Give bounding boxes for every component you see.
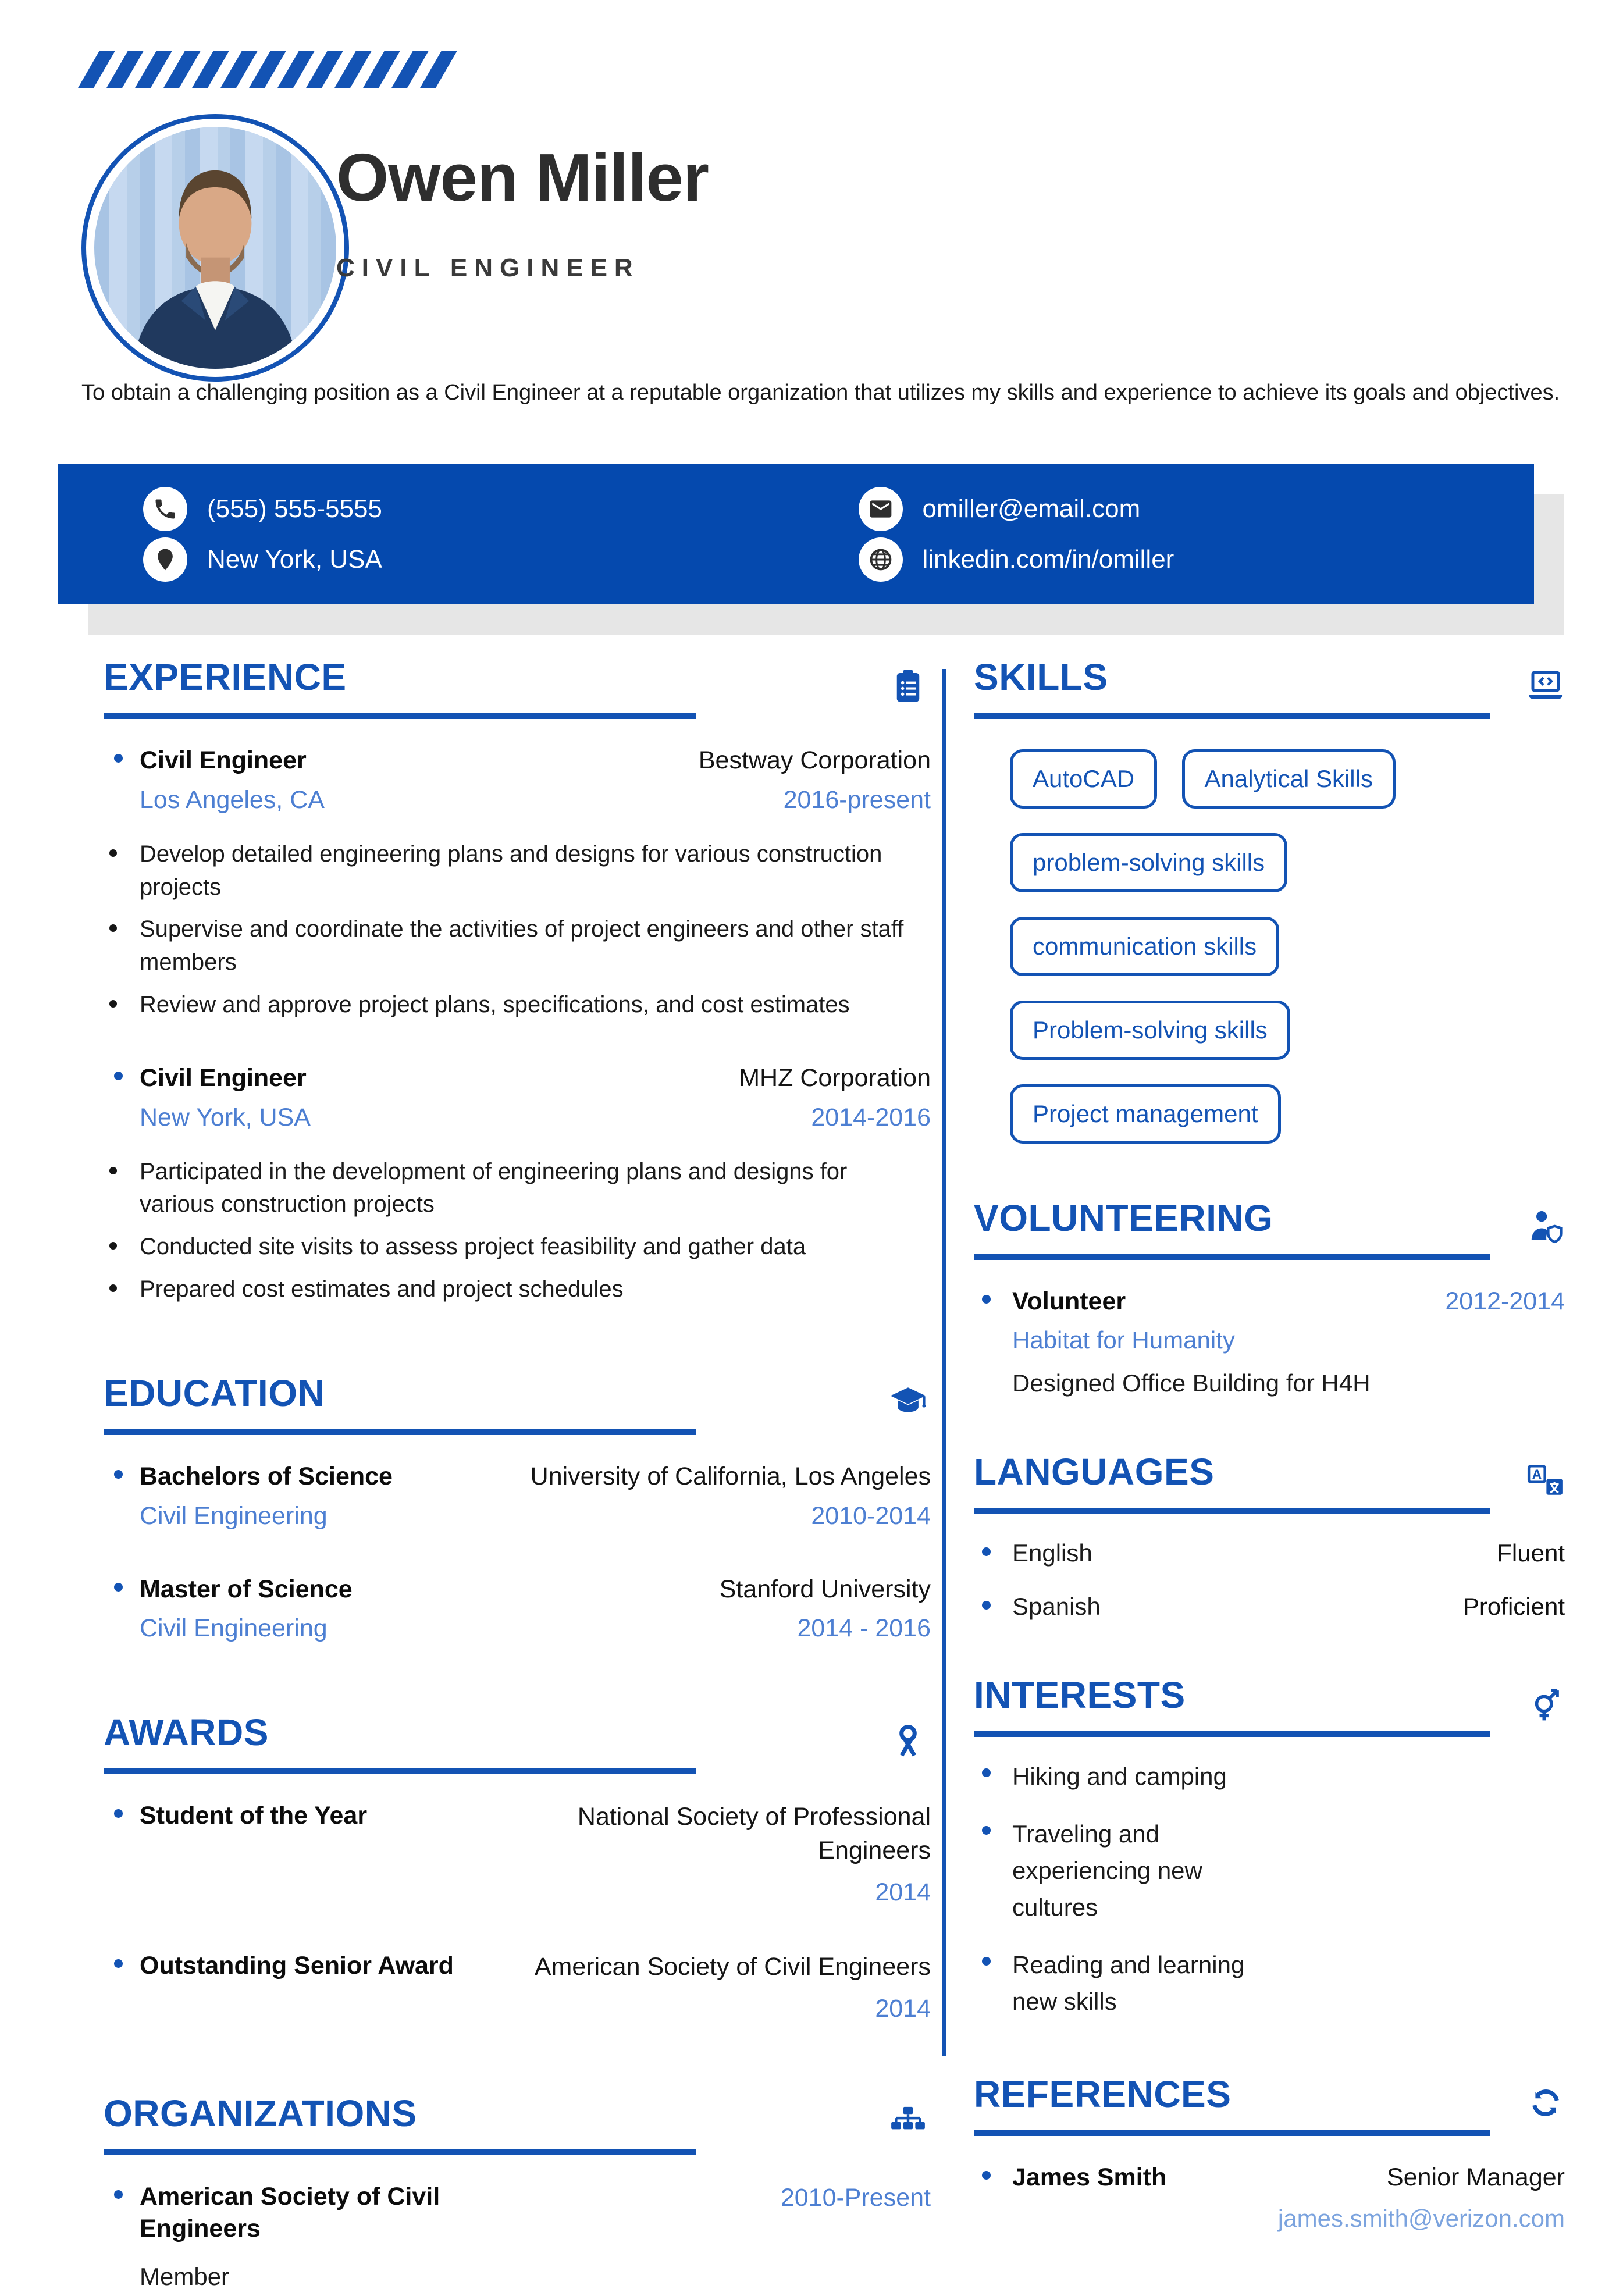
left-column (81, 658, 931, 2291)
contact-phone-text: (555) 555-5555 (207, 494, 382, 523)
volunteering-description: Designed Office Building for H4H (1012, 1369, 1371, 1397)
section-title-references: REFERENCES (974, 2073, 1232, 2115)
skill-pill: AutoCAD (1010, 749, 1157, 809)
skill-pill: Project management (1010, 1084, 1281, 1144)
contact-email (821, 487, 1500, 531)
award-entry (81, 1800, 931, 1909)
language-level: Proficient (1462, 1592, 1565, 1620)
award-year: 2014 (875, 1878, 931, 1907)
section-experience (81, 658, 931, 1306)
bullet-item: Develop detailed engineering plans and designs for various construction projects (106, 838, 914, 904)
section-rule (104, 713, 696, 719)
contact-website-text: linkedin.com/in/omiller (922, 544, 1174, 574)
person-portrait-graphic (94, 127, 336, 369)
experience-company: Bestway Corporation (698, 746, 931, 774)
interests-list (974, 1758, 1565, 2020)
experience-title: Civil Engineer (140, 1063, 307, 1092)
reference-entry (974, 2162, 1565, 2194)
section-title-skills: SKILLS (974, 656, 1108, 698)
section-rule (104, 2149, 696, 2155)
organization-role: Member (140, 2263, 230, 2291)
translate-icon (1526, 1461, 1565, 1500)
reference-name: James Smith (1012, 2163, 1167, 2191)
award-ribbon-icon (889, 1722, 927, 1760)
award-org: National Society of Professional Engineers (577, 1803, 931, 1865)
organization-entry (81, 2181, 931, 2291)
education-dates: 2014 - 2016 (797, 1614, 931, 1643)
education-entry (81, 1461, 931, 1533)
experience-dates: 2014-2016 (811, 1103, 931, 1131)
section-education (81, 1372, 931, 1646)
award-entry (81, 1950, 931, 2026)
experience-dates: 2016-present (783, 785, 931, 814)
section-title-languages: LANGUAGES (974, 1450, 1215, 1493)
bullet-item: Prepared cost estimates and project schedules (106, 1273, 914, 1306)
experience-location: New York, USA (140, 1103, 311, 1131)
section-title-experience: EXPERIENCE (104, 656, 347, 698)
gender-symbol-icon (1526, 1685, 1565, 1723)
section-rule (104, 1768, 696, 1774)
experience-title: Civil Engineer (140, 746, 307, 774)
section-volunteering (974, 1199, 1565, 1397)
section-rule (974, 713, 1490, 719)
interest-item: Reading and learning new skills (974, 1946, 1276, 2020)
education-school: Stanford University (719, 1575, 931, 1603)
volunteer-icon (1526, 1208, 1565, 1246)
education-field: Civil Engineering (140, 1501, 328, 1530)
section-awards (81, 1711, 931, 2026)
contact-location-text: New York, USA (207, 544, 382, 574)
phone-icon (143, 487, 187, 531)
contact-phone (143, 487, 821, 531)
skill-pill: problem-solving skills (1010, 833, 1287, 892)
interest-item: Traveling and experiencing new cultures (974, 1816, 1276, 1925)
language-name: Spanish (1012, 1592, 1101, 1620)
award-title: Student of the Year (140, 1802, 368, 1830)
bullet-item: Participated in the development of engineering plans and designs for various construction projects (106, 1155, 914, 1222)
organization-dates: 2010-Present (780, 2183, 931, 2212)
skills-pill-list (1010, 749, 1565, 1144)
reference-role: Senior Manager (1387, 2163, 1565, 2191)
graduation-cap-icon (889, 1383, 927, 1421)
experience-bullets (106, 1155, 931, 1306)
organization-name: American Society of Civil Engineers (140, 2182, 440, 2243)
volunteering-entry (974, 1286, 1565, 1318)
bullet-item: Review and approve project plans, specifications, and cost estimates (106, 988, 914, 1021)
skill-pill: communication skills (1010, 917, 1279, 976)
job-title: CIVIL ENGINEER (336, 254, 640, 282)
svg-text:A: A (1532, 1466, 1542, 1482)
contact-location (143, 537, 821, 582)
section-references (974, 2073, 1565, 2233)
education-entry (81, 1574, 931, 1646)
volunteering-org: Habitat for Humanity (1012, 1326, 1235, 1354)
section-rule (974, 1731, 1490, 1737)
experience-bullets (106, 838, 931, 1021)
section-skills (974, 658, 1565, 1144)
globe-icon (859, 537, 903, 582)
skill-pill: Analytical Skills (1182, 749, 1396, 809)
section-title-volunteering: VOLUNTEERING (974, 1197, 1273, 1239)
section-interests (974, 1676, 1565, 2020)
location-pin-icon (143, 537, 187, 582)
page-title-name: Owen Miller (336, 140, 709, 215)
experience-company: MHZ Corporation (739, 1063, 931, 1092)
language-level: Fluent (1497, 1539, 1565, 1567)
language-row (974, 1593, 1565, 1621)
bullet-item: Supervise and coordinate the activities of project engineers and other staff members (106, 913, 914, 979)
section-title-education: EDUCATION (104, 1372, 325, 1414)
volunteering-dates: 2012-2014 (1445, 1287, 1565, 1315)
section-title-interests: INTERESTS (974, 1674, 1186, 1716)
section-rule (974, 1254, 1490, 1260)
skill-pill: Problem-solving skills (1010, 1001, 1290, 1060)
objective-text: To obtain a challenging position as a Civil Engineer at a reputable organization that utilizes my skills and experience to achieve its goals and objectives. (81, 380, 1560, 405)
award-year: 2014 (875, 1995, 931, 2023)
language-row (974, 1539, 1565, 1567)
avatar (81, 114, 349, 382)
refresh-icon (1526, 2084, 1565, 2122)
avatar-photo (94, 127, 336, 369)
education-field: Civil Engineering (140, 1614, 328, 1643)
education-degree: Bachelors of Science (140, 1462, 393, 1490)
section-title-organizations: ORGANIZATIONS (104, 2092, 417, 2134)
right-column (974, 658, 1565, 2233)
education-dates: 2010-2014 (811, 1501, 931, 1530)
contact-email-text: omiller@email.com (922, 494, 1141, 523)
section-organizations (81, 2092, 931, 2291)
experience-entry (81, 745, 931, 1021)
clipboard-icon (889, 667, 927, 705)
contact-bar (58, 464, 1534, 604)
experience-location: Los Angeles, CA (140, 785, 325, 814)
section-rule (104, 1429, 696, 1435)
bullet-item: Conducted site visits to assess project feasibility and gather data (106, 1230, 914, 1263)
experience-entry (81, 1062, 931, 1306)
sitemap-icon (889, 2103, 927, 2141)
column-divider (942, 669, 946, 2056)
contact-website (821, 537, 1500, 582)
email-icon (859, 487, 903, 531)
award-title: Outstanding Senior Award (140, 1952, 454, 1980)
section-title-awards: AWARDS (104, 1711, 269, 1754)
laptop-code-icon (1526, 667, 1565, 705)
section-rule (974, 1508, 1490, 1514)
section-languages (974, 1450, 1565, 1621)
interest-item: Hiking and camping (974, 1758, 1276, 1795)
award-org: American Society of Civil Engineers (534, 1953, 931, 1981)
language-name: English (1012, 1539, 1092, 1567)
decorative-slashes (88, 51, 459, 88)
education-school: University of California, Los Angeles (530, 1462, 931, 1490)
reference-email: james.smith@verizon.com (1277, 2204, 1565, 2232)
education-degree: Master of Science (140, 1575, 353, 1603)
section-rule (974, 2130, 1490, 2136)
volunteering-title: Volunteer (1012, 1287, 1126, 1315)
